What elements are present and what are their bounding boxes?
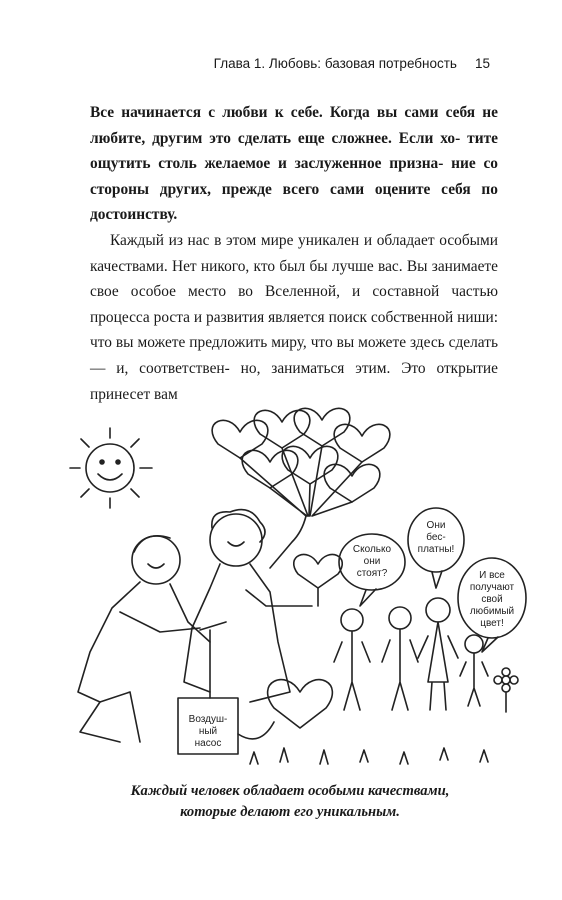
bubble-text-line: платны!	[417, 544, 455, 555]
bubble-text-line: цвет!	[480, 618, 504, 629]
children-group	[334, 598, 488, 710]
pump-label-line: насос	[194, 738, 222, 749]
caption-line: Каждый человек обладает особыми качествами,	[130, 783, 450, 799]
running-header	[90, 56, 490, 71]
text-line: ние со стороны других, прежде всего сами оцените	[90, 155, 498, 198]
grass	[250, 748, 488, 764]
text-line: тите ощутить столь желаемое и заслуженное призна-	[90, 129, 498, 173]
woman-figure	[184, 510, 312, 702]
text-line: Все начинается с любви к себе. Когда вы сами себя	[90, 104, 476, 121]
text-line: вас. Вы занимаете свое особое место во Вселенной, и	[90, 257, 498, 301]
chapter-title: Глава 1. Любовь: базовая потребность	[213, 56, 457, 71]
text-line: не любите, другим это сделать еще сложнее. Если хо-	[90, 104, 498, 147]
flower-icon	[494, 668, 518, 712]
main-text	[90, 100, 498, 407]
bubble-text-line: Сколько	[352, 544, 392, 555]
bubble-text-line: получают	[469, 582, 515, 593]
pump-label-line: Воздуш-	[188, 714, 228, 725]
text-line: поиск собственной ниши: что вы можете предложить	[90, 308, 498, 352]
text-line: Каждый из нас в этом мире уникален и обладает	[110, 231, 435, 249]
figure-caption	[80, 781, 500, 823]
bubble-text-line: любимый	[469, 606, 515, 617]
pump-label-line: ный	[198, 726, 218, 737]
illustration	[60, 392, 530, 772]
speech-bubble-free	[408, 508, 464, 588]
bubble-text-line: стоят?	[356, 568, 388, 579]
air-pump	[178, 622, 238, 754]
text-line: миру, что вы можете здесь сделать — и, соответствен-	[90, 334, 498, 377]
bubble-text-line: Они	[426, 520, 446, 531]
regular-paragraph	[90, 228, 498, 407]
text-line: особыми качествами. Нет никого, кто был бы лучше	[90, 231, 498, 275]
bold-paragraph	[90, 100, 498, 228]
bubble-text-line: бес-	[426, 532, 446, 543]
heart-balloons	[212, 408, 390, 516]
inflated-heart	[238, 680, 332, 739]
sun-icon	[70, 428, 152, 508]
text-line: себя по достоинству.	[90, 180, 498, 224]
speech-bubble-price	[339, 534, 405, 606]
text-line: составной частью процесса роста и развития является	[90, 283, 498, 326]
bubble-text-line: И все	[479, 570, 505, 581]
page-number: 15	[474, 56, 490, 71]
bubble-text-line: свой	[481, 594, 503, 605]
text-line: но, заниматься этим. Это открытие принесет вам	[90, 359, 498, 403]
bubble-text-line: они	[363, 556, 381, 567]
caption-line: которые делают его уникальным.	[180, 804, 400, 820]
heart-lollipop	[294, 555, 343, 606]
